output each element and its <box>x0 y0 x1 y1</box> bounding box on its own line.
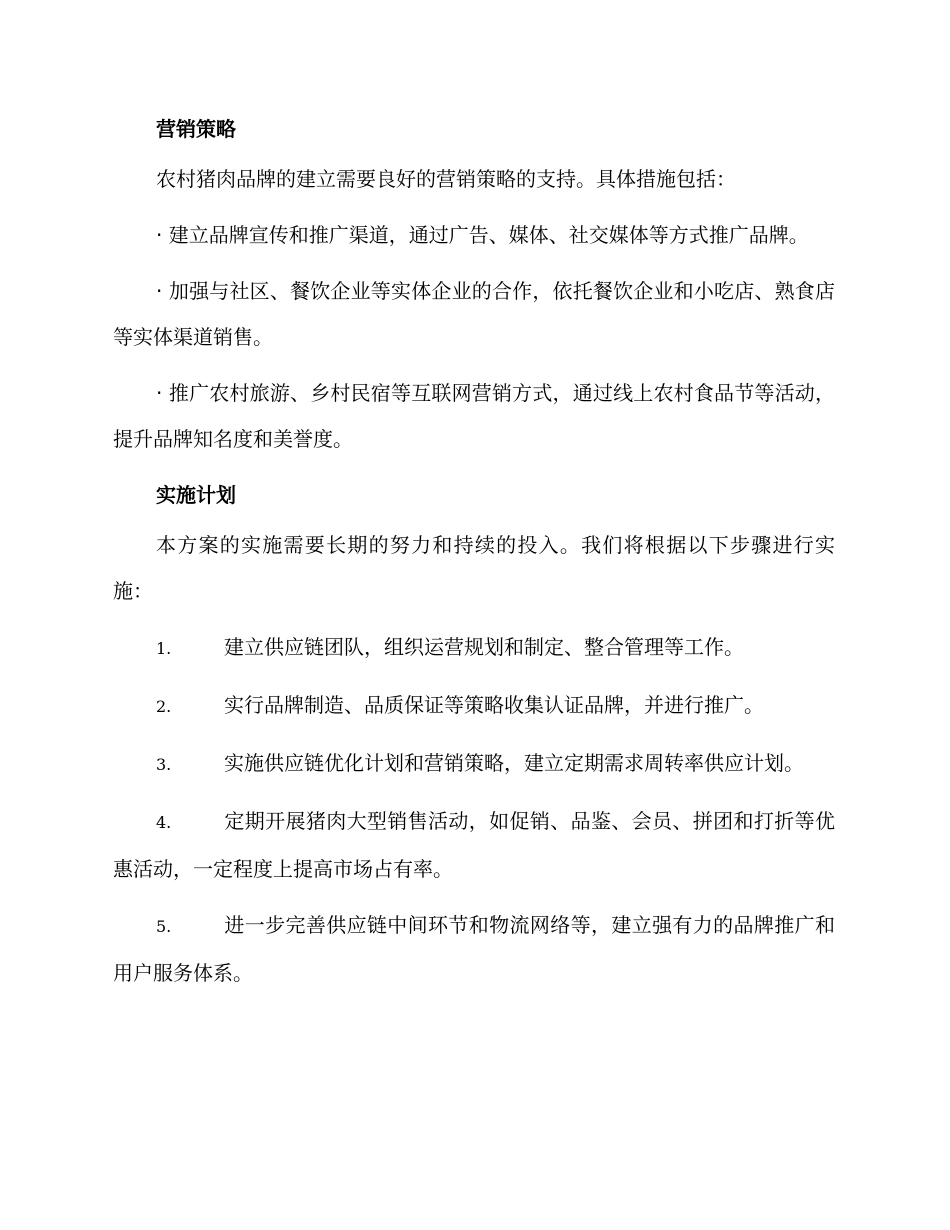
bullet-item: · 推广农村旅游、乡村民宿等互联网营销方式，通过线上农村食品节等活动，提升品牌知名度和美誉度。 <box>113 381 835 451</box>
list-number: 4. <box>156 813 172 832</box>
list-item <box>113 740 835 788</box>
list-number: 2. <box>156 697 172 716</box>
list-text: 建立供应链团队，组织运营规划和制定、整合管理等工作。 <box>224 635 744 659</box>
section-implementation-plan <box>113 476 835 996</box>
section-intro: 本方案的实施需要长期的努力和持续的投入。我们将根据以下步骤进行实施： <box>113 533 835 603</box>
list-item <box>113 798 835 892</box>
list-text: 进一步完善供应链中间环节和物流网络等，建立强有力的品牌推广和用户服务体系。 <box>113 913 835 985</box>
list-number: 5. <box>156 917 172 936</box>
list-item <box>113 682 835 730</box>
list-number: 1. <box>156 639 172 658</box>
list-item <box>113 902 835 996</box>
section-marketing-strategy <box>113 110 835 462</box>
list-text: 实施供应链优化计划和营销策略，建立定期需求周转率供应计划。 <box>224 751 804 775</box>
list-number: 3. <box>156 755 172 774</box>
list-item <box>113 624 835 672</box>
list-text: 定期开展猪肉大型销售活动，如促销、品鉴、会员、拼团和打折等优惠活动，一定程度上提高市场占有率。 <box>113 809 835 881</box>
section-intro: 农村猪肉品牌的建立需要良好的营销策略的支持。具体措施包括： <box>156 167 736 191</box>
bullet-item: · 加强与社区、餐饮企业等实体企业的合作，依托餐饮企业和小吃店、熟食店等实体渠道销售。 <box>113 279 835 349</box>
document-page <box>113 110 835 1006</box>
list-text: 实行品牌制造、品质保证等策略收集认证品牌，并进行推广。 <box>224 693 764 717</box>
section-heading: 营销策略 <box>156 117 236 141</box>
bullet-item: · 建立品牌宣传和推广渠道，通过广告、媒体、社交媒体等方式推广品牌。 <box>156 223 809 247</box>
section-heading: 实施计划 <box>156 483 236 507</box>
